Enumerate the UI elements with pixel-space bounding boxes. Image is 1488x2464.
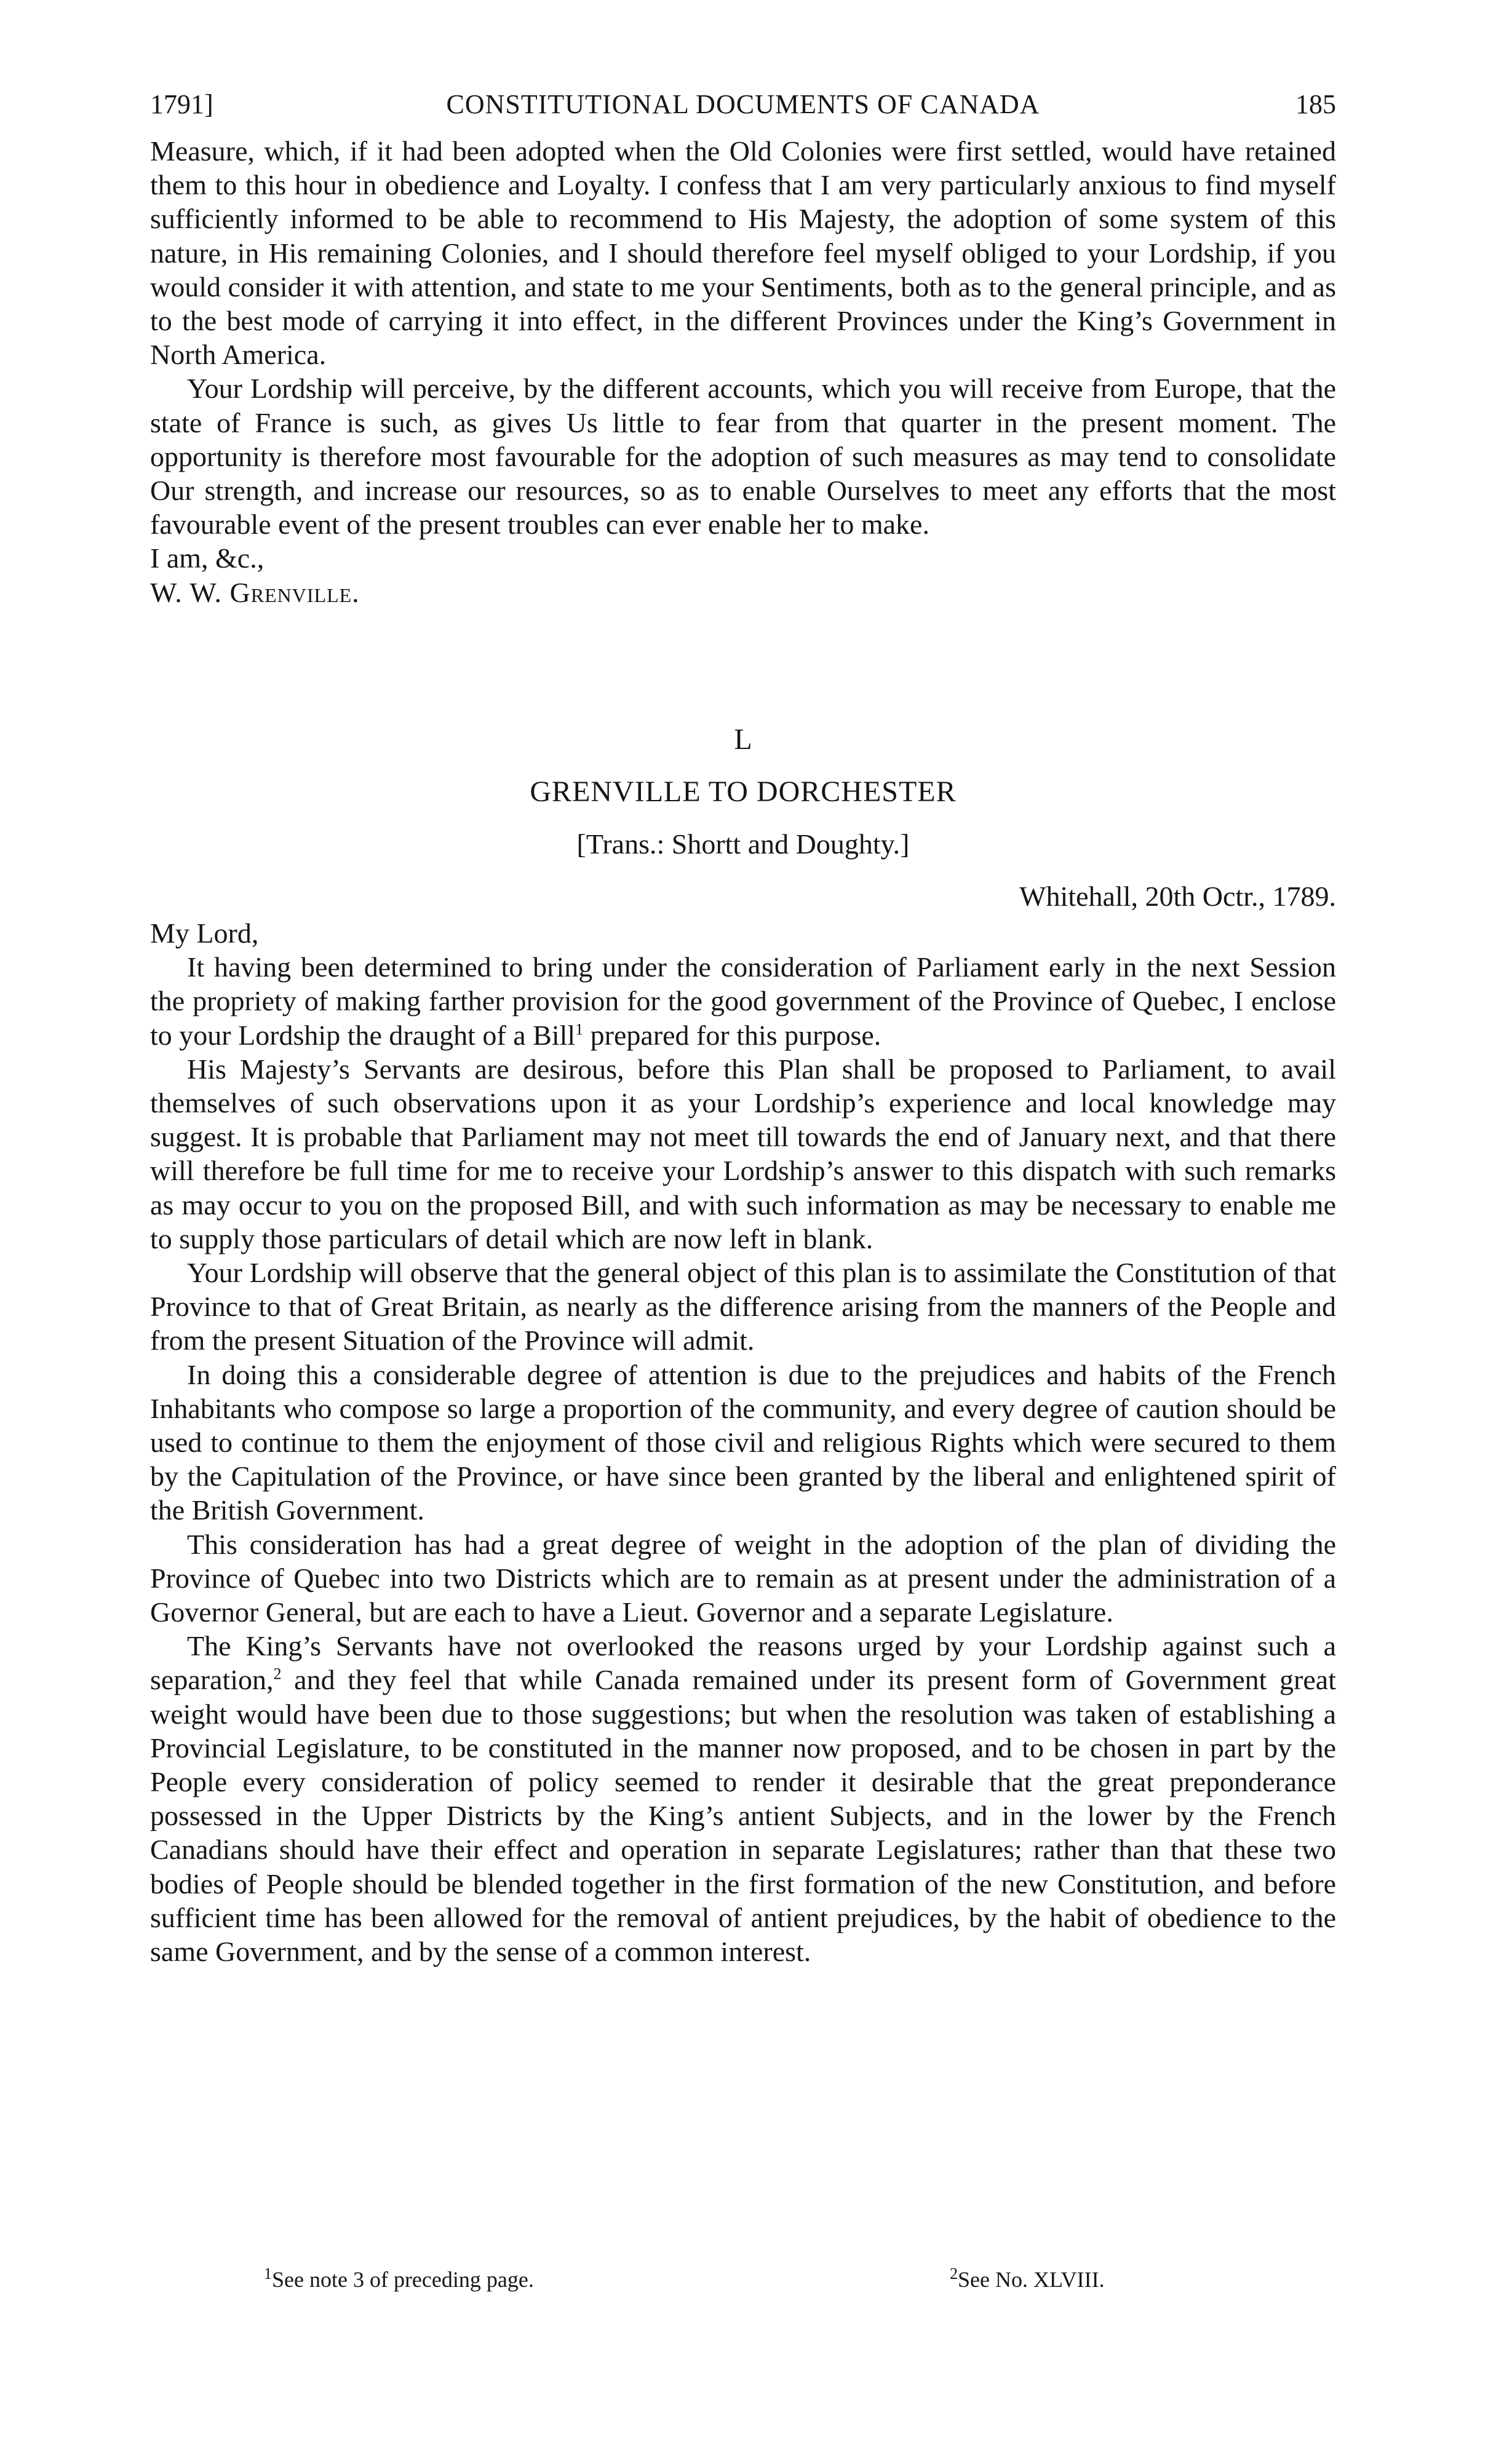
footnote-text: See No. XLVIII. [958,2267,1105,2292]
paragraph-text: It having been determined to bring under the consideration of Parliament early in the next Session the propriety of making farther provision for the good government of the Province of Quebec, I enclose to your Lordship the draught of a Bill [150,951,1336,1051]
paragraph: Your Lordship will perceive, by the different accounts, which you will receive from Europe, that the state of France is such, as gives Us little to fear from that quarter in the present moment. The opportunity is therefore most favourable for the adoption of such measures as may tend to consolidate Our strength, and increase our resources, so as to enable Ourselves to meet any efforts that the most favourable event of the present troubles can ever enable her to make. [150,373,1336,541]
footnote-2 [950,2264,1105,2295]
header-title: CONSTITUTIONAL DOCUMENTS OF CANADA [446,89,1040,119]
header-year: 1791] [150,89,213,119]
page-number: 185 [1295,89,1336,119]
continued-paragraph: Measure, which, if it had been adopted when the Old Colonies were first settled, would have retained them to this hour in obedience and Loyalty. I confess that I am very particularly anxious to find myself sufficiently informed to be able to recommend to His Majesty, the adoption of some system of this nature, in His remaining Colonies, and I should therefore feel myself obliged to your Lordship, if you would consider it with attention, and state to me your Sentiments, both as to the general principle, and as to the best mode of carrying it into effect, in the different Provinces under the King’s Government in North America. [150,135,1336,371]
footnotes [150,2264,1336,2295]
paragraph [150,950,1336,1052]
paragraph: In doing this a considerable degree of attention is due to the prejudices and habits of the French Inhabitants who compose so large a proportion of the community, and every degree of caution should be used to continue to them the enjoyment of those civil and religious Rights which were secured to them by the Capitulation of the Province, or have since been granted by the liberal and enlightened spirit of the British Government. [150,1358,1336,1526]
document-title: GRENVILLE TO DORCHESTER [530,775,957,808]
paragraph: Your Lordship will observe that the general object of this plan is to assimilate the Constitution of that Province to that of Great Britain, as nearly as the difference arising from the manners of the People and from the present Situation of the Province will admit. [150,1257,1336,1357]
paragraph-text: prepared for this purpose. [583,1019,881,1051]
footnote-mark: 2 [950,2265,958,2283]
paragraph [150,1629,1336,1968]
footnote-text: See note 3 of preceding page. [272,2267,534,2292]
paragraph: His Majesty’s Servants are desirous, before this Plan shall be proposed to Parliament, to avail themselves of such observations upon it as your Lordship’s experience and local knowledge may suggest. It is probable that Parliament may not meet till towards the end of January next, and that there will therefore be full time for me to receive your Lordship’s answer to this dispatch with such remarks as may occur to you on the proposed Bill, and with such information as may be necessary to enable me to supply those particulars of detail which are now left in blank. [150,1053,1336,1254]
salutation: My Lord, [150,917,259,949]
closing-line: I am, &c., [150,542,265,574]
signature: W. W. Grenville. [150,576,360,608]
footnote-1 [264,2264,534,2295]
footnote-reference: 2 [273,1665,282,1684]
footnote-reference: 1 [575,1020,584,1039]
letter-body [150,916,1336,1968]
dateline: Whitehall, 20th Octr., 1789. [1019,881,1336,912]
document-number: L [734,723,752,756]
paragraph-text: and they feel that while Canada remained under its present form of Government great weight would have been due to those suggestions; but when the resolution was taken of establishing a Provincial Legislature, to be constituted in the manner now proposed, and to be chosen in part by the People every consideration of policy seemed to render it desirable that the great preponderance possessed in the Upper Districts by the King’s antient Subjects, and in the lower by the French Canadians should have their effect and operation in separate Legislatures; rather than that these two bodies of People should be blended together in the first formation of the new Constitution, and before sufficient time has been allowed for the removal of antient prejudices, by the habit of obedience to the same Government, and by the sense of a common interest. [150,1664,1336,1968]
previous-letter-ending [150,134,1336,609]
transcription-note: [Trans.: Shortt and Doughty.] [576,828,910,860]
footnote-mark: 1 [264,2265,272,2283]
paragraph: This consideration has had a great degree of weight in the adoption of the plan of dividing the Province of Quebec into two Districts which are to remain as at present under the administration of a Governor General, but are each to have a Lieut. Governor and a separate Legislature. [150,1528,1336,1628]
running-header [150,86,1336,123]
paragraph-text: The King’s Servants have not overlooked the reasons urged by your Lordship against such a separation, [150,1630,1336,1696]
